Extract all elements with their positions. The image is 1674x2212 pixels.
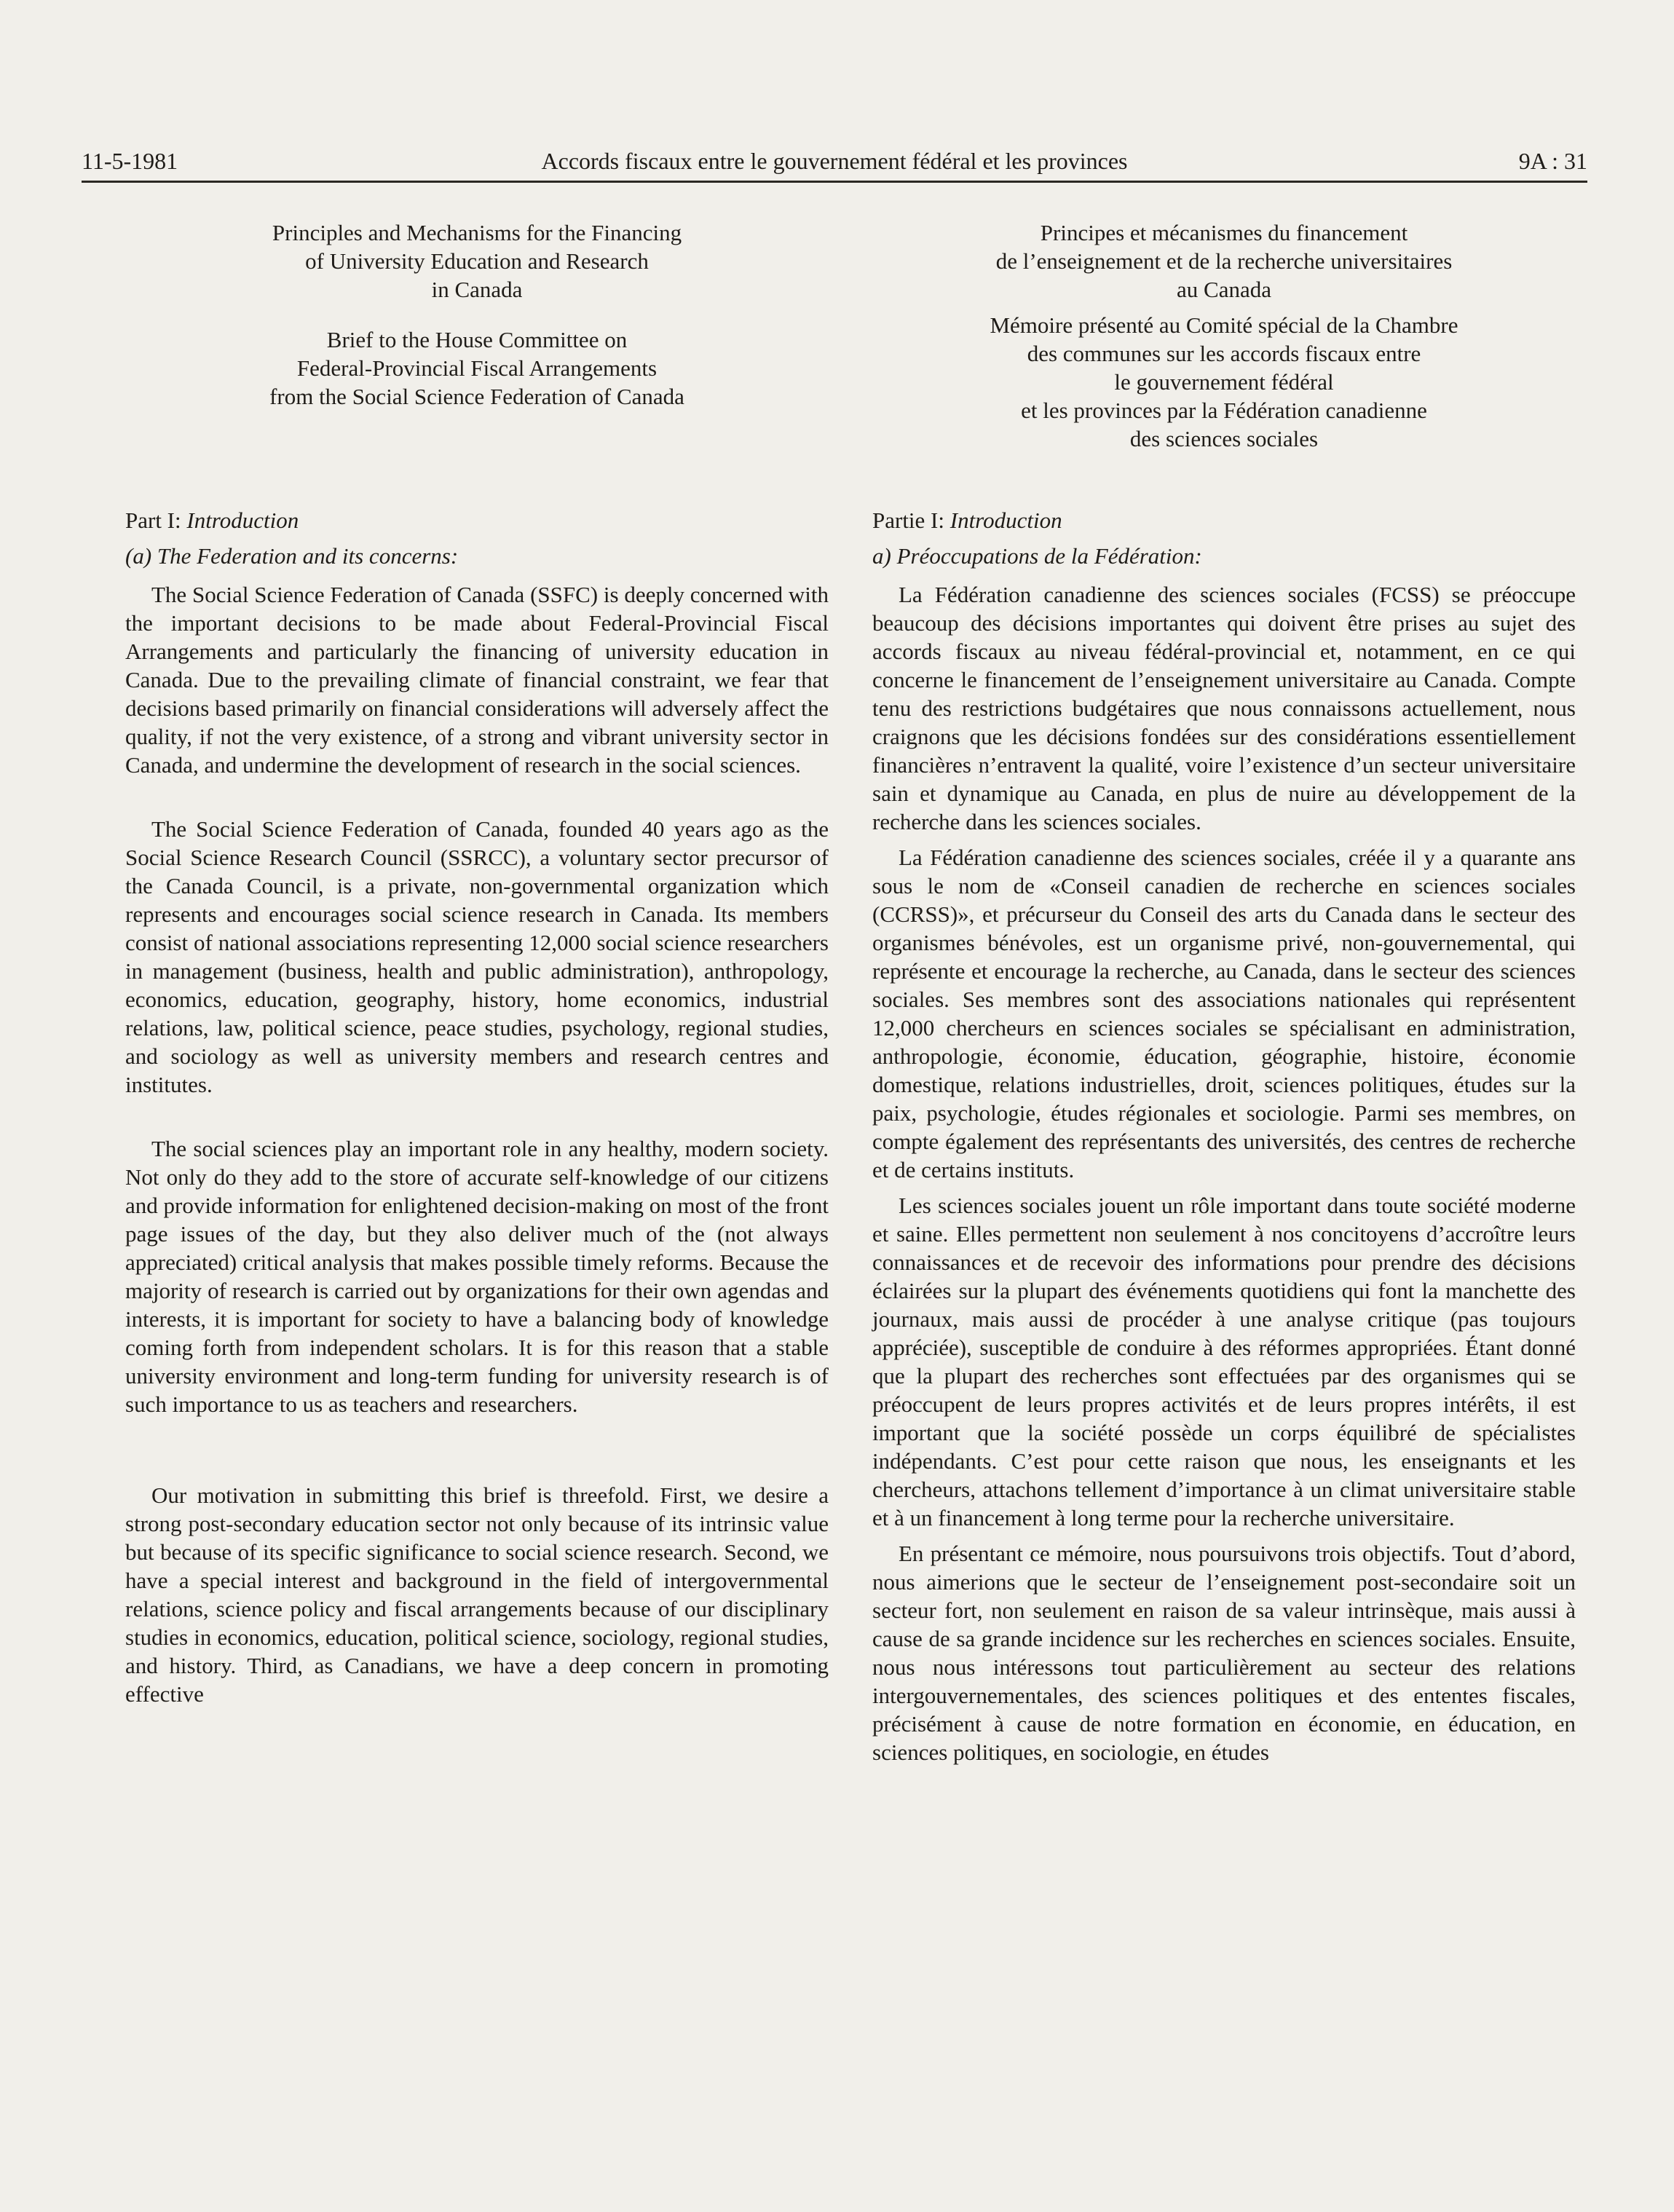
french-title-block (872, 218, 1576, 482)
english-part-label: Part I: (125, 507, 187, 533)
english-subtitle-line: Brief to the House Committee on (326, 327, 628, 352)
french-part-title: Introduction (949, 507, 1062, 533)
french-paragraph: En présentant ce mémoire, nous poursuivons trois objectifs. Tout d’abord, nous aimerions que le secteur de l’enseignement post-secondaire soit un secteur fort, non seulement en raison de sa valeur intrinsèque, mais aussi à cause de sa grande incidence sur les recherches en sciences sociales. Ensuite, nous nous intéressons tout particulièrement au secteur des relations intergouvernementales, des sciences politiques et des ententes fiscales, précisément à cause de notre formation en économie, en éducation, en sciences politiques, en sociologie, en études (872, 1541, 1576, 1765)
english-paragraph: The social sciences play an important role in any healthy, modern society. Not only do they add to the store of accurate self-knowledge of our citizens and provide information for enlightened decision-making on most of the front page issues of the day, but they also deliver much of the (not always appreciated) critical analysis that makes possible timely reforms. Because the majority of research is carried out by organizations for their own agendas and interests, it is important for society to have a balancing body of knowledge coming forth from independent scholars. It is for this reason that a stable university environment and long-term funding for university research is of such importance to us as teachers and researchers. (125, 1136, 829, 1417)
french-subsection-heading: a) Préoccupations de la Fédération: (872, 543, 1202, 569)
english-column (125, 218, 829, 1708)
english-subsection-heading: (a) The Federation and its concerns: (125, 543, 459, 569)
english-part-title: Introduction (186, 507, 299, 533)
header-rule (82, 181, 1587, 183)
french-part-heading (872, 506, 1576, 534)
english-title-line: in Canada (431, 277, 523, 302)
english-paragraph: The Social Science Federation of Canada, founded 40 years ago as the Social Science Research Council (SSRCC), a voluntary sector precursor of the Canada Council, is a private, non-governmental organization which represents and encourages social science research in Canada. Its members consist of national associations representing 12,000 social science researchers in management (business, health and public administration), anthropology, economics, education, geography, history, home economics, industrial relations, law, political science, peace studies, psychology, regional studies, and sociology as well as university members and research centres and institutes. (125, 816, 829, 1097)
english-part-heading (125, 506, 829, 534)
french-title-line: de l’enseignement et de la recherche universitaires (995, 248, 1453, 274)
english-title-line: of University Education and Research (305, 248, 649, 274)
english-title-line: Principles and Mechanisms for the Financing (272, 220, 682, 245)
french-part-label: Partie I: (872, 507, 950, 533)
english-title-block (125, 218, 829, 425)
header-title: Accords fiscaux entre le gouvernement fédéral et les provinces (541, 148, 1128, 174)
french-paragraph: Les sciences sociales jouent un rôle important dans toute société moderne et saine. Elles permettent non seulement à nos concitoyens d’accroître leurs connaissances et de recevoir des informations pour prendre des décisions éclairées sur la plupart des événements quotidiens qui font la manchette des journaux, mais aussi de procéder à une analyse critique (pas toujours appréciée), susceptible de conduire à des réformes appropriées. Étant donné que la plupart des recherches sont effectuées par des organismes qui se préoccupent de leurs propres activités et de leurs propres intérêts, il est important que la société possède un corps équilibré de spécialistes indépendants. C’est pour cette raison que nous, les enseignants et les chercheurs, attachons tellement d’importance à un climat universitaire stable et à un financement à long terme pour la recherche universitaire. (872, 1193, 1576, 1530)
english-paragraph: Our motivation in submitting this brief is threefold. First, we desire a strong post-secondary education sector not only because of its intrinsic value but because of its specific significance to social science research. Second, we have a special interest and background in the field of intergovernmental relations, science policy and fiscal arrangements because of our disciplinary studies in economics, education, political science, sociology, regional studies, and history. Third, as Canadians, we have a deep concern in promoting effective (125, 1482, 829, 1707)
english-subtitle-line: Federal-Provincial Fiscal Arrangements (296, 355, 658, 381)
french-subtitle-line: Mémoire présenté au Comité spécial de la Chambre (990, 312, 1458, 338)
french-paragraph: La Fédération canadienne des sciences sociales (FCSS) se préoccupe beaucoup des décisions importantes qui doivent être prises au sujet des accords fiscaux au niveau fédéral-provincial et, notamment, en ce qui concerne le financement de l’enseignement universitaire au Canada. Compte tenu des restrictions budgétaires que nous connaissons actuellement, nous craignons que les décisions fondées sur des considérations essentiellement financières n’entravent la qualité, voire l’existence d’un secteur universitaire sain et dynamique au Canada, en plus de nuire au développement de la recherche dans les sciences sociales. (872, 582, 1576, 834)
header-page-number: 9A : 31 (1518, 148, 1587, 174)
french-column (872, 218, 1576, 1766)
english-subtitle-line: from the Social Science Federation of Canada (269, 384, 684, 409)
french-subtitle-line: des communes sur les accords fiscaux entre (1027, 341, 1421, 366)
english-paragraph: The Social Science Federation of Canada (SSFC) is deeply concerned with the important decisions to be made about Federal-Provincial Fiscal Arrangements and particularly the financing of university education in Canada. Due to the prevailing climate of financial constraint, we fear that decisions based primarily on financial considerations will adversely affect the quality, if not the very existence, of a strong and vibrant university sector in Canada, and undermine the development of research in the social sciences. (125, 582, 829, 778)
french-subtitle-line: le gouvernement fédéral (1114, 369, 1334, 395)
french-paragraph: La Fédération canadienne des sciences sociales, créée il y a quarante ans sous le nom de «Conseil canadien de recherche en sciences sociales (CCRSS)», et précurseur du Conseil des arts du Canada dans le secteur des organismes bénévoles, est un organisme privé, non-gouvernemental, qui représente et encourage la recherche, au Canada, dans le secteur des sciences sociales. Ses membres sont des associations nationales qui représentent 12,000 chercheurs en sciences sociales se spécialisant en administration, anthropologie, économie, éducation, géographie, histoire, économie domestique, relations industrielles, droit, sciences politiques, études sur la paix, psychologie, études régionales et sociologie. Parmi ses membres, on compte également des représentants des universités, des centres de recherche et de certains instituts. (872, 845, 1576, 1182)
french-subtitle-line: des sciences sociales (1129, 426, 1319, 451)
running-header (82, 141, 1587, 181)
french-title-line: Principes et mécanismes du financement (1040, 220, 1408, 245)
french-title-line: au Canada (1177, 277, 1271, 302)
french-subtitle-line: et les provinces par la Fédération canadienne (1021, 398, 1427, 423)
header-date: 11-5-1981 (82, 148, 178, 174)
